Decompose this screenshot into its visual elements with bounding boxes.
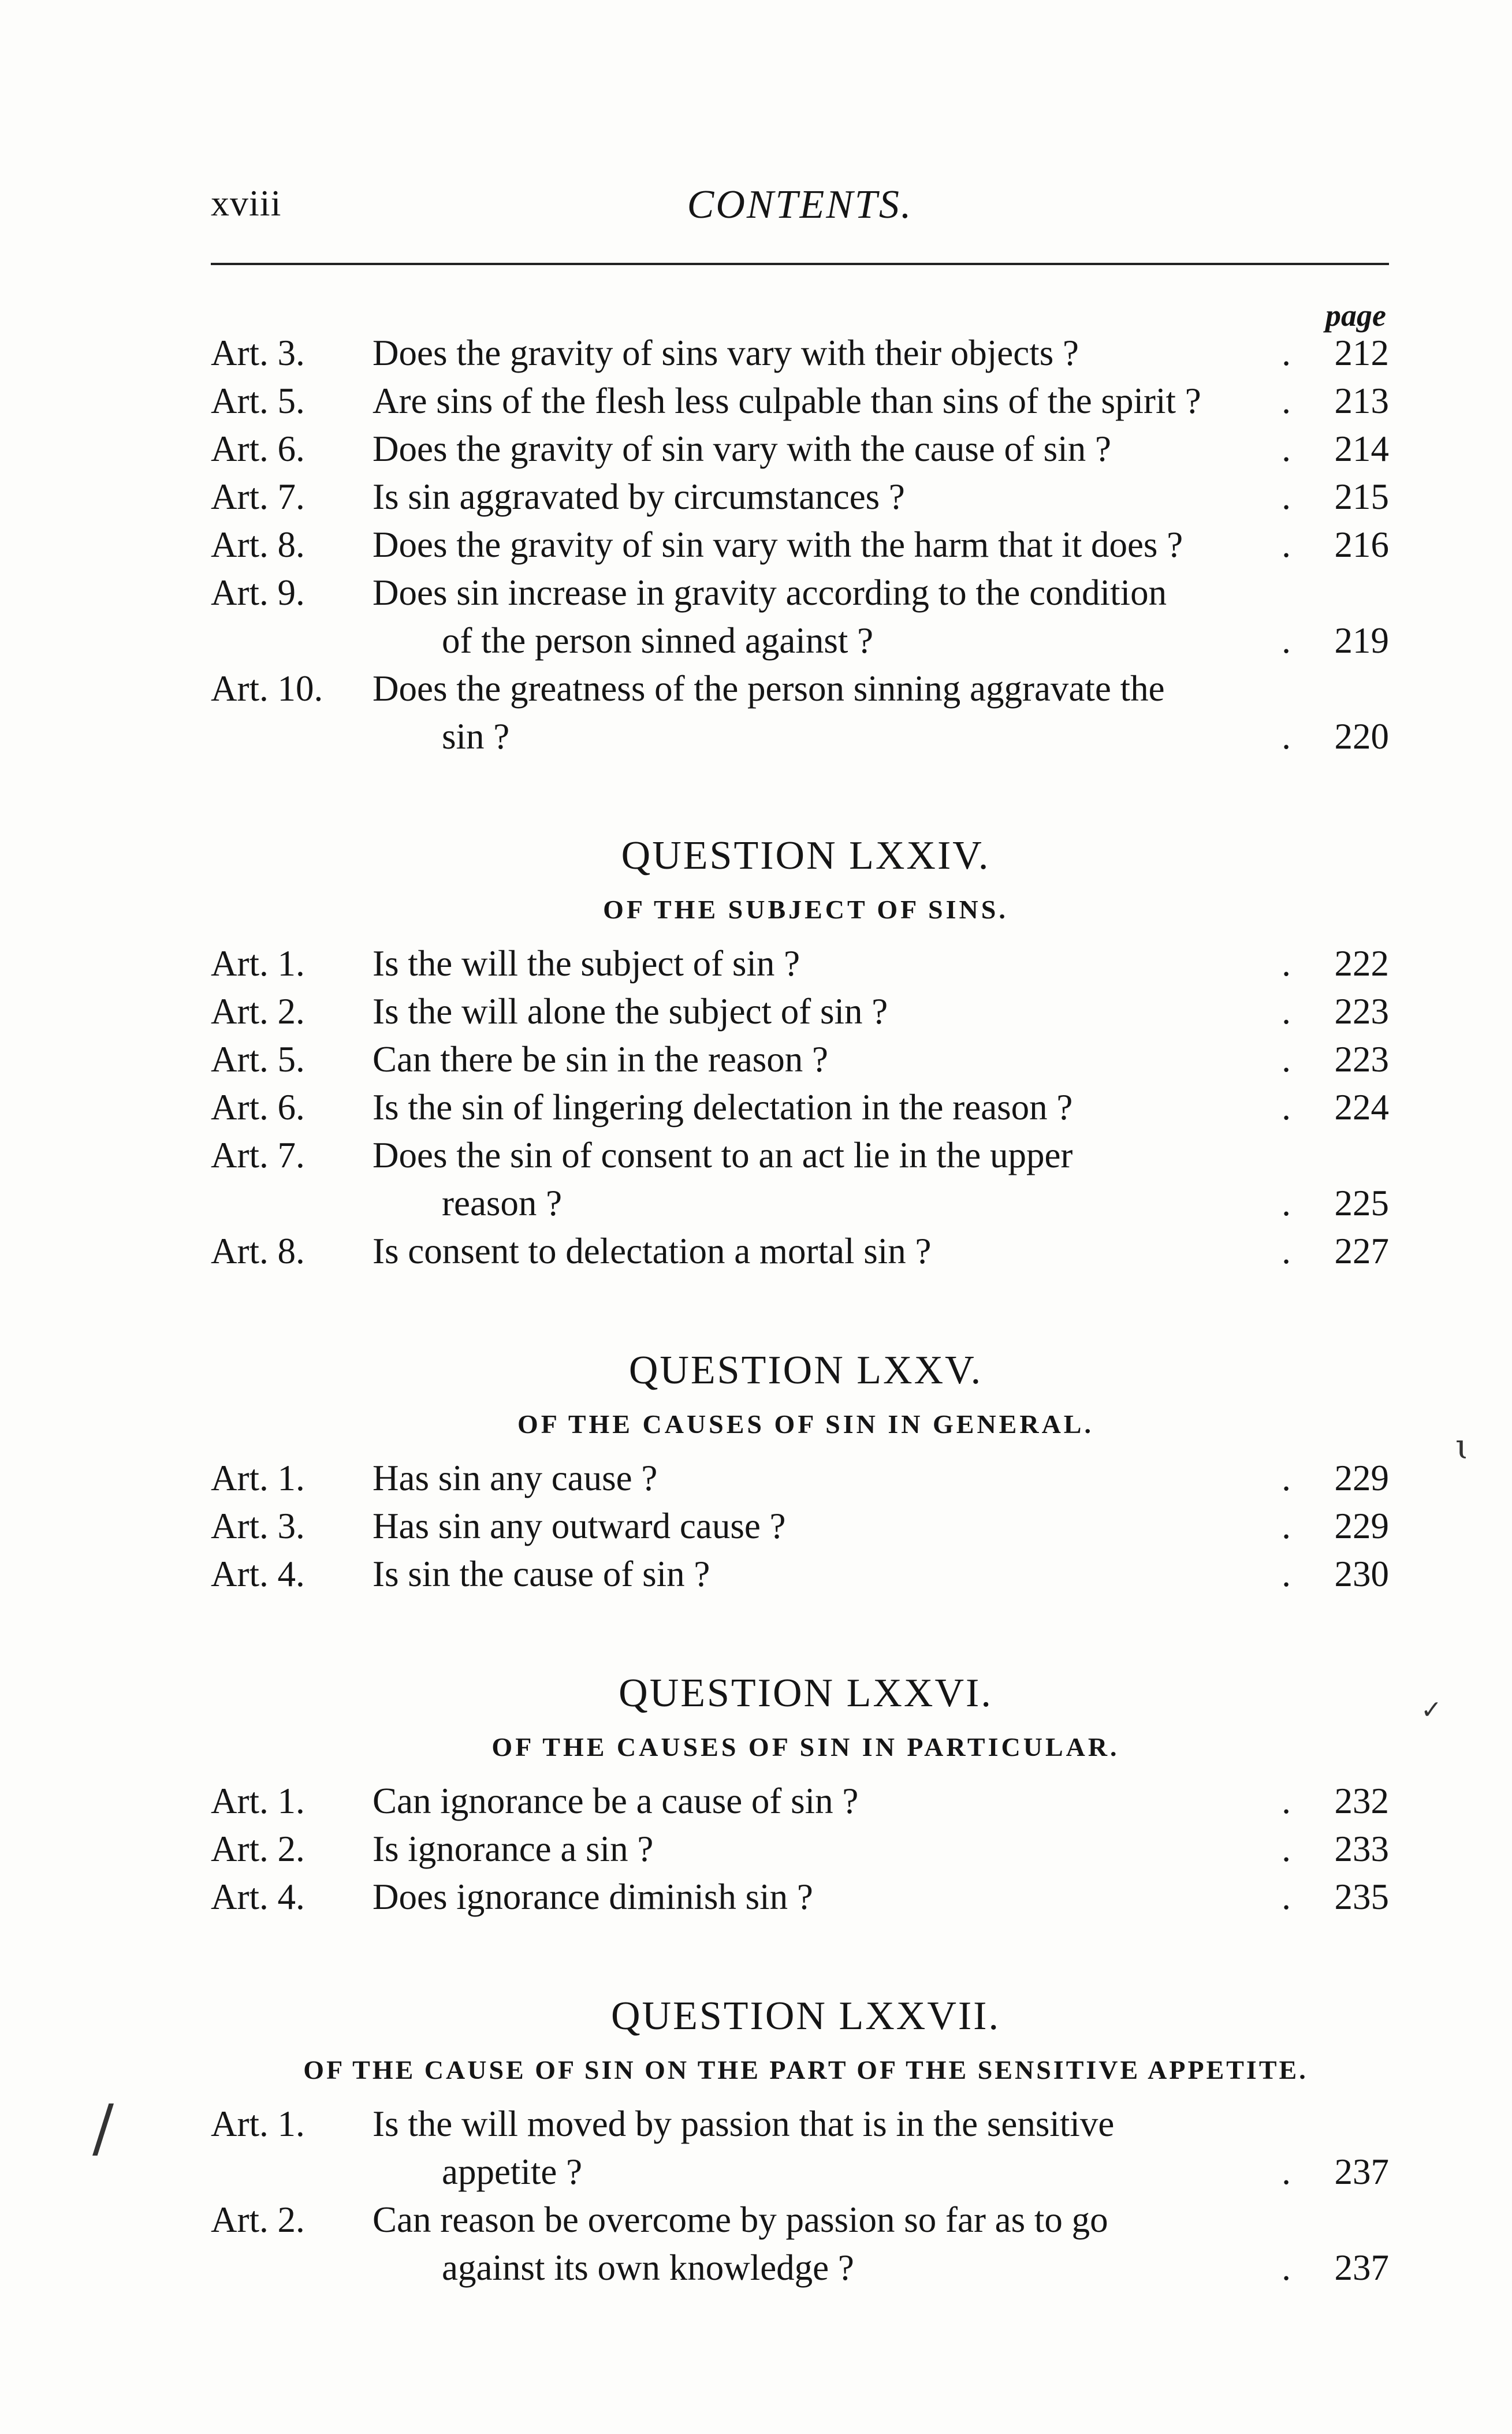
leader-dots: . bbox=[1282, 429, 1291, 469]
page-number: 213 bbox=[1334, 381, 1389, 421]
question-section bbox=[211, 329, 1401, 761]
article-number: Art. 8. bbox=[211, 1231, 305, 1271]
page-number: 229 bbox=[1334, 1506, 1389, 1546]
leader-dots: . bbox=[1282, 1458, 1291, 1498]
toc-entry bbox=[211, 329, 1401, 377]
article-number: Art. 1. bbox=[211, 1781, 305, 1821]
page-number: 229 bbox=[1334, 1458, 1389, 1498]
page-number: 230 bbox=[1334, 1554, 1389, 1594]
question-section bbox=[211, 1990, 1401, 2292]
table-of-contents bbox=[211, 329, 1401, 2292]
article-number: Art. 1. bbox=[211, 943, 305, 984]
page-number: 227 bbox=[1334, 1231, 1389, 1271]
page-number: 212 bbox=[1334, 333, 1389, 373]
article-number: Art. 2. bbox=[211, 991, 305, 1032]
leader-dots: . bbox=[1282, 1087, 1291, 1127]
margin-check-mark: ✓ bbox=[1421, 1695, 1442, 1725]
toc-entry bbox=[211, 2196, 1401, 2292]
leader-dots: . bbox=[1282, 2152, 1291, 2192]
leader-dots: . bbox=[1282, 1829, 1291, 1869]
page-number: 215 bbox=[1334, 477, 1389, 517]
leader-dots: . bbox=[1282, 716, 1291, 757]
toc-entry bbox=[211, 1036, 1401, 1084]
page-number: 232 bbox=[1334, 1781, 1389, 1821]
leader-dots: . bbox=[1282, 943, 1291, 984]
page-number: 225 bbox=[1334, 1183, 1389, 1223]
article-question-continued: against its own knowledge ? bbox=[442, 2247, 854, 2288]
page-number: 222 bbox=[1334, 943, 1389, 984]
running-title: CONTENTS. bbox=[687, 183, 913, 227]
article-question: Can reason be overcome by passion so far as to go bbox=[373, 2199, 1108, 2240]
page-column-label: page bbox=[1325, 298, 1386, 333]
article-number: Art. 1. bbox=[211, 2104, 305, 2144]
article-number: Art. 3. bbox=[211, 1506, 305, 1546]
toc-entry bbox=[211, 473, 1401, 521]
toc-entry bbox=[211, 1502, 1401, 1550]
article-number: Art. 6. bbox=[211, 429, 305, 469]
article-number: Art. 1. bbox=[211, 1458, 305, 1498]
page-number: 214 bbox=[1334, 429, 1389, 469]
leader-dots: . bbox=[1282, 524, 1291, 565]
article-number: Art. 7. bbox=[211, 477, 305, 517]
leader-dots: . bbox=[1282, 1039, 1291, 1080]
question-subtitle: OF THE CAUSES OF SIN IN PARTICULAR. bbox=[491, 1732, 1120, 1762]
article-number: Art. 7. bbox=[211, 1135, 305, 1175]
toc-entry bbox=[211, 1873, 1401, 1921]
article-question: Can ignorance be a cause of sin ? bbox=[373, 1781, 859, 1821]
leader-dots: . bbox=[1282, 1183, 1291, 1223]
page-number: 220 bbox=[1334, 716, 1389, 757]
article-number: Art. 4. bbox=[211, 1877, 305, 1917]
page-number: 233 bbox=[1334, 1829, 1389, 1869]
toc-entry bbox=[211, 425, 1401, 473]
leader-dots: . bbox=[1282, 1877, 1291, 1917]
leader-dots: . bbox=[1282, 620, 1291, 661]
leader-dots: . bbox=[1282, 991, 1291, 1032]
page-number: 219 bbox=[1334, 620, 1389, 661]
article-question: Does the gravity of sin vary with the cause of sin ? bbox=[373, 429, 1111, 469]
article-number: Art. 4. bbox=[211, 1554, 305, 1594]
toc-entry bbox=[211, 377, 1401, 425]
article-question-continued: reason ? bbox=[442, 1183, 563, 1223]
article-number: Art. 6. bbox=[211, 1087, 305, 1127]
folio: xviii bbox=[211, 183, 282, 224]
article-question-continued: of the person sinned against ? bbox=[442, 620, 874, 661]
article-number: Art. 5. bbox=[211, 381, 305, 421]
toc-entry bbox=[211, 940, 1401, 988]
question-subtitle: OF THE SUBJECT OF SINS. bbox=[603, 895, 1008, 924]
article-question: Does the gravity of sin vary with the harm that it does ? bbox=[373, 524, 1183, 565]
page-number: 237 bbox=[1334, 2247, 1389, 2288]
toc-entry bbox=[211, 1132, 1401, 1227]
margin-tick-mark: ɩ bbox=[1455, 1427, 1469, 1467]
toc-entry bbox=[211, 521, 1401, 569]
article-question: Is ignorance a sin ? bbox=[373, 1829, 654, 1869]
question-section bbox=[211, 1345, 1401, 1598]
leader-dots: . bbox=[1282, 333, 1291, 373]
article-question: Is sin aggravated by circumstances ? bbox=[373, 477, 905, 517]
leader-dots: . bbox=[1282, 1554, 1291, 1594]
toc-entry bbox=[211, 1825, 1401, 1873]
header-rule bbox=[211, 263, 1389, 265]
leader-dots: . bbox=[1282, 1231, 1291, 1271]
toc-entry bbox=[211, 988, 1401, 1036]
article-question: Is the will the subject of sin ? bbox=[373, 943, 800, 984]
article-question: Is the sin of lingering delectation in the reason ? bbox=[373, 1087, 1073, 1127]
article-number: Art. 5. bbox=[211, 1039, 305, 1080]
leader-dots: . bbox=[1282, 1781, 1291, 1821]
article-number: Art. 9. bbox=[211, 572, 305, 613]
article-question-continued: appetite ? bbox=[442, 2152, 583, 2192]
question-title: QUESTION LXXIV. bbox=[621, 833, 990, 878]
leader-dots: . bbox=[1282, 1506, 1291, 1546]
page-number: 235 bbox=[1334, 1877, 1389, 1917]
toc-entry bbox=[211, 665, 1401, 761]
article-question: Is consent to delectation a mortal sin ? bbox=[373, 1231, 932, 1271]
article-question: Has sin any cause ? bbox=[373, 1458, 658, 1498]
toc-entry bbox=[211, 2100, 1401, 2196]
article-question: Is the will moved by passion that is in the sensitive bbox=[373, 2104, 1115, 2144]
article-question: Does ignorance diminish sin ? bbox=[373, 1877, 813, 1917]
article-number: Art. 2. bbox=[211, 2199, 305, 2240]
article-number: Art. 3. bbox=[211, 333, 305, 373]
toc-entry bbox=[211, 569, 1401, 665]
page-number: 216 bbox=[1334, 524, 1389, 565]
article-question: Is sin the cause of sin ? bbox=[373, 1554, 710, 1594]
article-question: Has sin any outward cause ? bbox=[373, 1506, 786, 1546]
leader-dots: . bbox=[1282, 381, 1291, 421]
article-question: Is the will alone the subject of sin ? bbox=[373, 991, 888, 1032]
page-number: 223 bbox=[1334, 1039, 1389, 1080]
question-title: QUESTION LXXVI. bbox=[619, 1671, 993, 1715]
page-number: 224 bbox=[1334, 1087, 1389, 1127]
toc-entry bbox=[211, 1227, 1401, 1275]
page-number: 237 bbox=[1334, 2152, 1389, 2192]
article-question: Does the greatness of the person sinning aggravate the bbox=[373, 668, 1165, 709]
toc-entry bbox=[211, 1550, 1401, 1598]
toc-entry bbox=[211, 1454, 1401, 1502]
toc-entry bbox=[211, 1777, 1401, 1825]
article-question-continued: sin ? bbox=[442, 716, 510, 757]
question-subtitle: OF THE CAUSE OF SIN ON THE PART OF THE SENSITIVE APPETITE. bbox=[303, 2055, 1308, 2085]
leader-dots: . bbox=[1282, 477, 1291, 517]
article-number: Art. 8. bbox=[211, 524, 305, 565]
leader-dots: . bbox=[1282, 2247, 1291, 2288]
question-section bbox=[211, 830, 1401, 1275]
article-number: Art. 2. bbox=[211, 1829, 305, 1869]
margin-bracket-mark: / bbox=[92, 2091, 114, 2165]
question-subtitle: OF THE CAUSES OF SIN IN GENERAL. bbox=[517, 1409, 1094, 1439]
toc-entry bbox=[211, 1084, 1401, 1132]
article-question: Does sin increase in gravity according to the condition bbox=[373, 572, 1167, 613]
page-header bbox=[211, 182, 1389, 245]
article-question: Can there be sin in the reason ? bbox=[373, 1039, 828, 1080]
article-number: Art. 10. bbox=[211, 668, 323, 709]
question-title: QUESTION LXXV. bbox=[628, 1348, 983, 1393]
question-section bbox=[211, 1668, 1401, 1921]
question-title: QUESTION LXXVII. bbox=[610, 1994, 1000, 2038]
article-question: Does the sin of consent to an act lie in the upper bbox=[373, 1135, 1073, 1175]
article-question: Are sins of the flesh less culpable than sins of the spirit ? bbox=[373, 381, 1201, 421]
article-question: Does the gravity of sins vary with their objects ? bbox=[373, 333, 1079, 373]
page-number: 223 bbox=[1334, 991, 1389, 1032]
